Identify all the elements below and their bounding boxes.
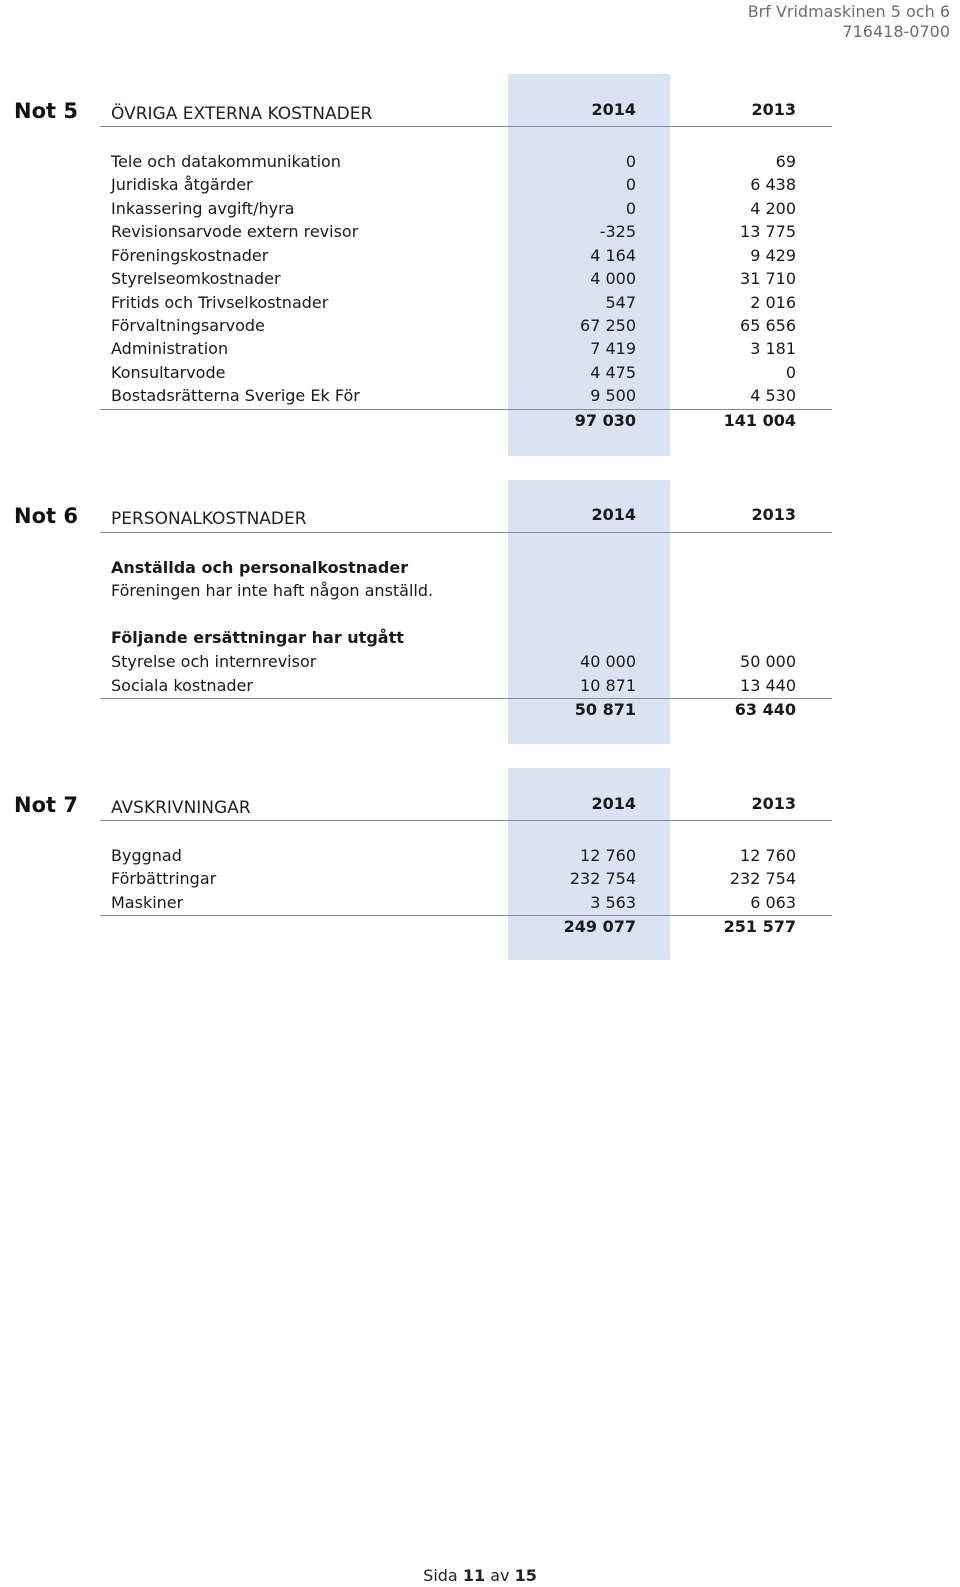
divider [100, 820, 832, 821]
table-row [0, 361, 960, 384]
row-label: Sociala kostnader [111, 676, 253, 695]
row-value-2013: 4 200 [750, 199, 796, 218]
total-row [0, 698, 960, 721]
total-row [0, 915, 960, 938]
row-label: Inkassering avgift/hyra [111, 199, 295, 218]
table-row [0, 337, 960, 360]
section-text: Föreningen har inte haft någon anställd. [111, 581, 434, 600]
table-row [0, 650, 960, 673]
table-row [0, 197, 960, 220]
row-value-2014: 4 000 [590, 269, 636, 288]
total-2013: 251 577 [723, 917, 796, 936]
row-value-2014: 9 500 [590, 386, 636, 405]
row-value-2013: 6 438 [750, 175, 796, 194]
row-label: Bostadsrätterna Sverige Ek För [111, 386, 360, 405]
row-label: Föreningskostnader [111, 246, 269, 265]
note-title: PERSONALKOSTNADER [111, 509, 307, 529]
table-row [0, 220, 960, 243]
note-title: ÖVRIGA EXTERNA KOSTNADER [111, 104, 373, 124]
divider [100, 532, 832, 533]
table-row [0, 674, 960, 697]
column-year: 2014 [591, 100, 636, 119]
row-value-2013: 13 775 [740, 222, 796, 241]
note-number: Not 5 [14, 99, 78, 123]
table-row [0, 291, 960, 314]
column-year: 2014 [591, 505, 636, 524]
row-value-2013: 4 530 [750, 386, 796, 405]
row-value-2014: 4 164 [590, 246, 636, 265]
table-row [0, 384, 960, 407]
row-value-2013: 9 429 [750, 246, 796, 265]
row-label: Administration [111, 339, 229, 358]
page-separator: av [490, 1566, 510, 1585]
row-label: Revisionsarvode extern revisor [111, 222, 359, 241]
note-title: AVSKRIVNINGAR [111, 798, 251, 818]
row-label: Styrelse och internrevisor [111, 652, 317, 671]
row-label: Förbättringar [111, 869, 217, 888]
column-year: 2013 [751, 100, 796, 119]
row-value-2014: -325 [599, 222, 636, 241]
row-value-2014: 10 871 [580, 676, 636, 695]
row-label: Konsultarvode [111, 363, 226, 382]
table-row [0, 173, 960, 196]
row-value-2014: 12 760 [580, 846, 636, 865]
table-row [0, 867, 960, 890]
table-row [0, 267, 960, 290]
row-value-2013: 232 754 [729, 869, 796, 888]
row-value-2013: 50 000 [740, 652, 796, 671]
row-label: Styrelseomkostnader [111, 269, 281, 288]
row-value-2014: 40 000 [580, 652, 636, 671]
total-2014: 50 871 [574, 700, 636, 719]
row-value-2013: 13 440 [740, 676, 796, 695]
org-number: 716418-0700 [842, 22, 950, 41]
table-row [0, 150, 960, 173]
total-row [0, 409, 960, 432]
row-value-2013: 3 181 [750, 339, 796, 358]
row-value-2013: 0 [785, 363, 796, 382]
row-value-2013: 31 710 [740, 269, 796, 288]
row-value-2014: 0 [625, 175, 636, 194]
page-prefix: Sida [423, 1566, 458, 1585]
page-footer [0, 1566, 960, 1585]
note-number: Not 6 [14, 504, 78, 528]
row-value-2013: 6 063 [750, 893, 796, 912]
table-row [0, 891, 960, 914]
total-2014: 97 030 [574, 411, 636, 430]
row-value-2014: 0 [625, 199, 636, 218]
row-value-2014: 67 250 [580, 316, 636, 335]
total-2013: 63 440 [734, 700, 796, 719]
page-total: 15 [514, 1566, 537, 1585]
row-value-2014: 0 [625, 152, 636, 171]
table-row [0, 314, 960, 337]
total-2013: 141 004 [723, 411, 796, 430]
column-year: 2013 [751, 505, 796, 524]
table-row [0, 844, 960, 867]
row-label: Förvaltningsarvode [111, 316, 265, 335]
section-heading: Följande ersättningar har utgått [111, 628, 404, 647]
row-label: Byggnad [111, 846, 182, 865]
row-label: Tele och datakommunikation [111, 152, 341, 171]
row-label: Juridiska åtgärder [111, 175, 253, 194]
row-value-2013: 65 656 [740, 316, 796, 335]
row-value-2014: 7 419 [590, 339, 636, 358]
row-value-2013: 69 [775, 152, 796, 171]
row-value-2014: 232 754 [569, 869, 636, 888]
table-row [0, 244, 960, 267]
row-label: Maskiner [111, 893, 184, 912]
column-year: 2014 [591, 794, 636, 813]
section-heading: Anställda och personalkostnader [111, 558, 409, 577]
row-value-2014: 547 [605, 293, 636, 312]
row-value-2013: 12 760 [740, 846, 796, 865]
column-year: 2013 [751, 794, 796, 813]
page-current: 11 [462, 1566, 486, 1585]
total-2014: 249 077 [563, 917, 636, 936]
row-value-2013: 2 016 [750, 293, 796, 312]
org-name: Brf Vridmaskinen 5 och 6 [747, 2, 950, 21]
row-value-2014: 4 475 [590, 363, 636, 382]
row-label: Fritids och Trivselkostnader [111, 293, 329, 312]
row-value-2014: 3 563 [590, 893, 636, 912]
note-number: Not 7 [14, 793, 78, 817]
divider [100, 126, 832, 127]
